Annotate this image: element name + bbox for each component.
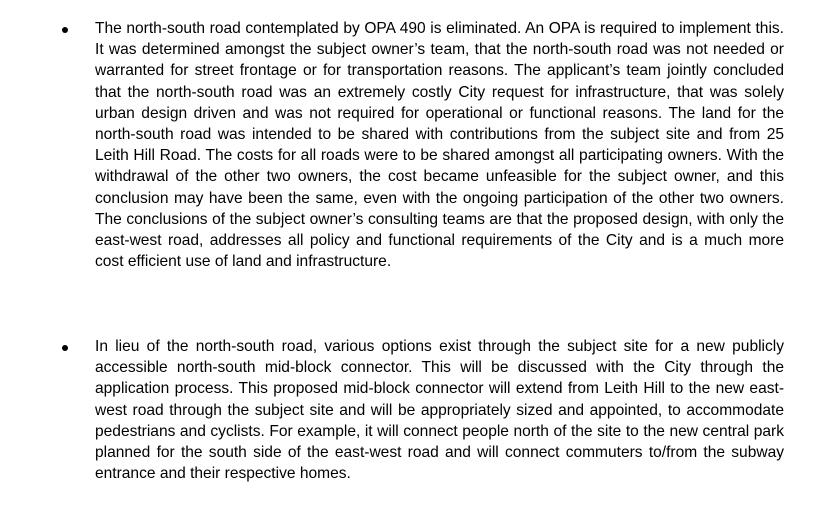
paragraph-text: The north-south road contemplated by OPA 490 is eliminated. An OPA is required to implement this. It was determined amongst the subject owner’s team, that the north-south road was not needed or warranted for street frontage or for transportation reasons. The applicant’s team jointly concluded that the north-south road was an extremely costly City request for infrastructure, that was solely urban design driven and was not required for operational or functional reasons. The land for the north-south road was intended to be shared with contributions from the subject site and from 25 Leith Hill Road. The costs for all roads were to be shared amongst all participating owners. With the withdrawal of the other two owners, the cost became unfeasible for the subject owner, and this conclusion may have been the same, even with the ongoing participation of the other two owners. The conclusions of the subject owner’s consulting teams are that the proposed design, with only the east-west road, addresses all policy and functional requirements of the City and is a much more cost efficient use of land and infrastructure.: [95, 20, 784, 271]
bullet-icon: [62, 27, 68, 33]
paragraph-text: In lieu of the north-south road, various options exist through the subject site for a new publicly accessible north-south mid-block connector. This will be discussed with the City through the application process. This proposed mid-block connector will extend from Leith Hill to the new east-west road through the subject site and will be appropriately sized and appointed, to accommodate pedestrians and cyclists. For example, it will connect people north of the site to the new central park planned for the south side of the east-west road and will connect commuters to/from the subway entrance and their respective homes.: [95, 338, 784, 483]
bullet-icon: [62, 345, 68, 351]
